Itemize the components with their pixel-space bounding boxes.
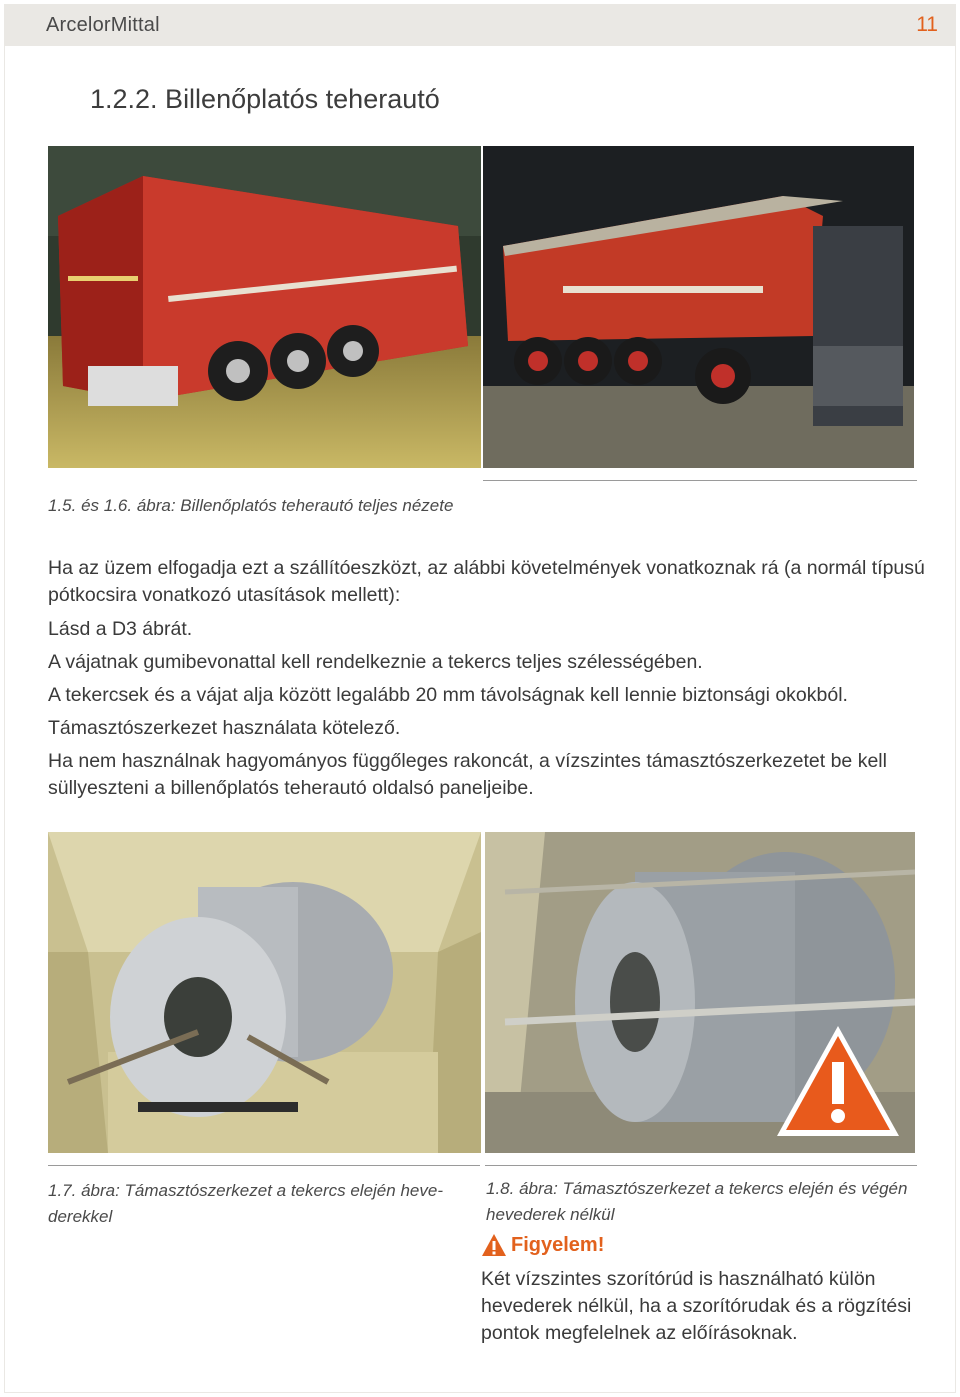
caption-rule-right: [485, 1165, 917, 1166]
photo-coil-without-straps: [485, 832, 915, 1153]
page-border-right: [955, 46, 956, 1393]
paragraph-5: Támasztószerkezet használata kötelező.: [48, 717, 401, 739]
paragraph-2: Lásd a D3 ábrát.: [48, 618, 193, 640]
paragraph-4: A tekercsek és a vájat alja között legalább 20 mm távolságnak kell lennie biztonsági okokból.: [48, 684, 848, 706]
photo-truck-side: [483, 146, 914, 468]
body-text: [48, 555, 928, 809]
page-border-bottom: [4, 1392, 956, 1393]
photo-coil-with-straps: [48, 832, 481, 1153]
warning-triangle-icon: [481, 1233, 507, 1257]
warning-title: Figyelem!: [511, 1233, 605, 1256]
figure-caption-right: 1.8. ábra: Támasztószerkezet a tekercs elején és végén hevederek nélkül: [486, 1179, 908, 1224]
figure-caption-left: 1.7. ábra: Támasztószerkezet a tekercs elején hevederekkel: [48, 1181, 443, 1226]
warning-text: Két vízszintes szorítórúd is használható külön hevederek nélkül, ha a szorítórudak és a rögzítési pontok megfelelnek az előírásoknak.: [481, 1268, 912, 1344]
page-header: [4, 4, 956, 46]
page-number: 11: [916, 13, 938, 36]
paragraph-3: A vájatnak gumibevonattal kell rendelkeznie a tekercs teljes szélességében.: [48, 651, 703, 673]
warning-sign-icon: [773, 1022, 903, 1142]
figure-caption-top: 1.5. és 1.6. ábra: Billenőplatós teherautó teljes nézete: [48, 496, 454, 515]
page-border-left: [4, 46, 5, 1393]
caption-rule-left: [48, 1165, 480, 1166]
brand-name: ArcelorMittal: [46, 13, 160, 36]
paragraph-6: Ha nem használnak hagyományos függőleges rakoncát, a vízszintes támasztószerkezetet be kell süllyeszteni a billenőplatós teherautó oldalsó paneljeibe.: [48, 750, 887, 799]
warning-heading: [481, 1233, 604, 1257]
photo-truck-rear: [48, 146, 481, 468]
caption-rule-top: [483, 480, 917, 481]
section-title: 1.2.2. Billenőplatós teherautó: [90, 84, 440, 114]
paragraph-1: Ha az üzem elfogadja ezt a szállítóeszközt, az alábbi követelmények vonatkoznak rá (a normál típusú pótkocsira vonatkozó utasítások mellett):: [48, 557, 925, 606]
